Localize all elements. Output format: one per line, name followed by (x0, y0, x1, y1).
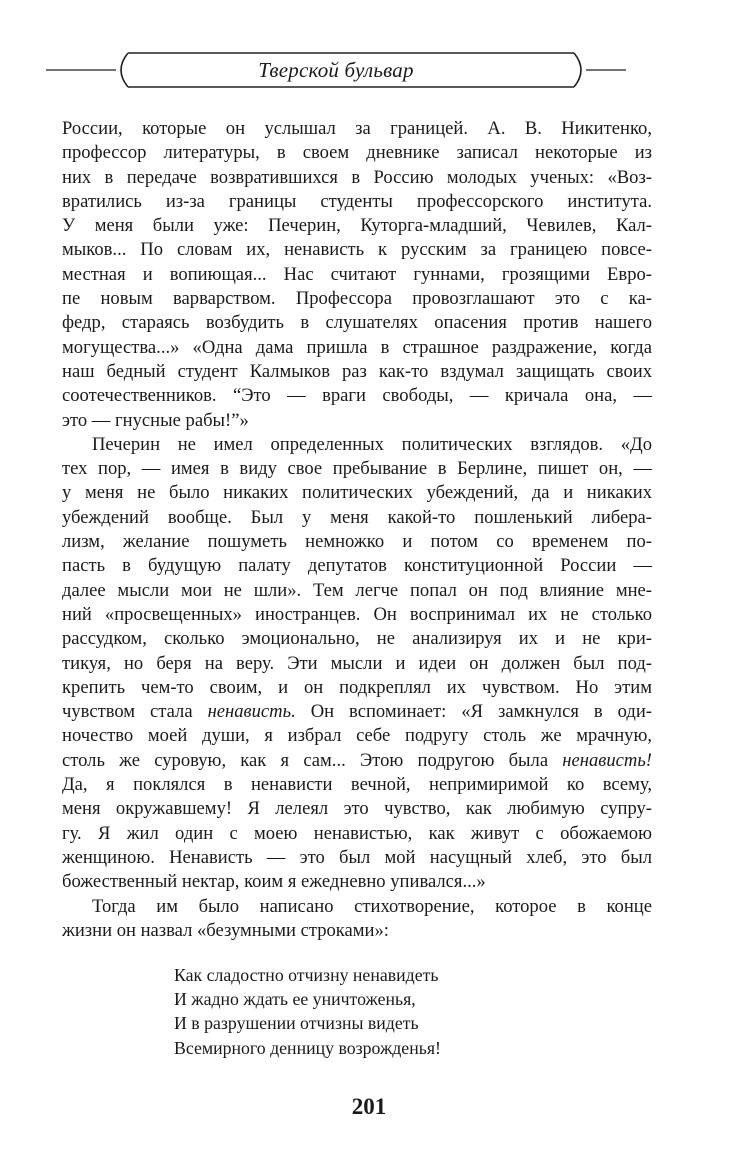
text-line: женщиною. Ненависть — это был мой насущный хлеб, это был (62, 846, 652, 868)
text-line: России, которые он услышал за границей. А. В. Никитенко, (62, 118, 652, 139)
text-line: соотечественников. “Это — враги свободы, — кричала она, — (62, 385, 652, 407)
text-line: ночество моей души, я избрал себе подругу столь же мрачную, (62, 725, 652, 747)
poem-line: И в разрушении отчизны видеть (174, 1013, 419, 1034)
text-line: убеждений вообще. Был у меня какой-то пошленький либера- (62, 506, 652, 528)
text-line: тикуя, но беря на веру. Эти мысли и идеи он должен был под- (62, 652, 652, 674)
text-line: федр, стараясь возбудить в слушателях опасения против нашего (62, 312, 652, 334)
text-line: жизни он назвал «безумными строками»: (62, 919, 389, 941)
emphasized-word: ненависть. (207, 701, 296, 723)
running-header (46, 50, 626, 90)
text-line: крепить чем-то своим, и он подкреплял их чувством. Но этим (62, 676, 652, 698)
text-line: профессор литературы, в своем дневнике записал некоторые из (62, 142, 652, 164)
text-line: могущества...» «Одна дама пришла в страшное раздражение, когда (62, 336, 652, 358)
text-line: лизм, желание пошуметь немножко и потом со временем по- (62, 531, 652, 553)
text-line: пасть в будущую палату депутатов конституционной России — (62, 555, 652, 577)
text-line: них в передаче возвратившихся в Россию молодых ученых: «Воз- (62, 166, 652, 188)
text-line-emphasis (62, 749, 652, 773)
text-line: у меня не было никаких политических убеждений, да и никаких (62, 482, 652, 504)
text-line: Да, я поклялся в ненависти вечной, непримиримой ко всему, (62, 774, 652, 796)
text-run: Он вспоминает: «Я замкнулся в оди- (295, 701, 652, 723)
poem-line: Всемирного денницу возрожденья! (174, 1037, 441, 1058)
text-line: местная и вопиющая... Нас считают гуннами, грозящими Евро- (62, 263, 652, 285)
text-line: пе новым варварством. Профессора провозглашают это с ка- (62, 288, 652, 310)
text-line: Тогда им было написано стихотворение, которое в конце (92, 895, 652, 917)
body-text (62, 117, 652, 943)
text-line: меня окружавшему! Я лелеял это чувство, как любимую супру- (62, 798, 652, 820)
text-line: У меня были уже: Печерин, Куторга-младший, Чевилев, Кал- (62, 215, 652, 237)
text-line: тех пор, — имея в виду свое пребывание в Берлине, пишет он, — (62, 458, 652, 480)
text-line: это — гнусные рабы!”» (62, 409, 249, 431)
poem-line: Как сладостно отчизну ненавидеть (174, 965, 439, 985)
poem-stanza (174, 963, 441, 1060)
text-line: мыков... По словам их, ненависть к русским за границею повсе- (62, 239, 652, 261)
text-run: столь же суровую, как я сам... Этою подругою была (62, 749, 563, 771)
text-line-emphasis (62, 700, 652, 724)
poem-line: И жадно ждать ее уничтоженья, (174, 989, 416, 1010)
text-line: рассудком, сколько эмоционально, не анализируя их и не кри- (62, 628, 652, 650)
emphasized-word: ненависть! (562, 749, 652, 771)
running-title: Тверской бульвар (258, 58, 414, 82)
text-run: чувством стала (62, 701, 208, 723)
text-line: Печерин не имел определенных политических взглядов. «До (92, 433, 652, 455)
text-line: наш бедный студент Калмыков раз как-то вздумал защищать своих (62, 360, 652, 382)
text-line: божественный нектар, коим я ежедневно упивался...» (62, 871, 486, 893)
text-line: гу. Я жил один с моею ненавистью, как живут с обожаемою (62, 822, 652, 844)
text-line: далее мысли мои не шли». Тем легче попал он под влияние мне- (62, 579, 652, 601)
text-line: вратились из-за границы студенты профессорского института. (62, 190, 652, 212)
text-line: ний «просвещенных» иностранцев. Он воспринимал их не столько (62, 603, 652, 625)
page-number: 201 (351, 1094, 387, 1119)
